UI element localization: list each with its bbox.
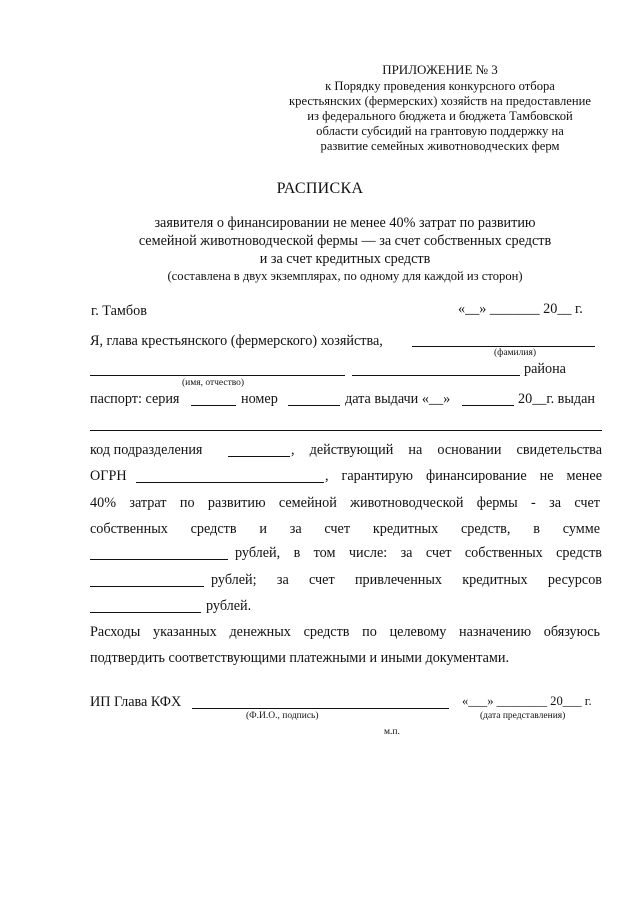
- date-field[interactable]: «__» _______ 20__ г.: [458, 301, 583, 317]
- subtitle-line: семейной животноводческой фермы — за счет собственных средств: [138, 233, 552, 249]
- surname-caption: (фамилия): [494, 348, 536, 358]
- appendix-line: крестьянских (фермерских) хозяйств на предоставление: [289, 94, 591, 108]
- issue-date-label: дата выдачи «__»: [345, 391, 451, 407]
- surname-field[interactable]: [412, 346, 595, 347]
- total-sum-field[interactable]: [90, 559, 228, 560]
- passport-number-field[interactable]: [288, 405, 340, 406]
- place: г. Тамбов: [91, 303, 147, 319]
- appendix-line: из федерального бюджета и бюджета Тамбовской: [307, 109, 573, 123]
- appendix-heading: ПРИЛОЖЕНИЕ № 3: [382, 62, 498, 77]
- body-line: , гарантирую финансирование не менее: [325, 468, 602, 484]
- body-line: , действующий на основании свидетельства: [291, 442, 602, 458]
- body-line: собственных средств и за счет кредитных средств, в сумме: [90, 521, 600, 537]
- issue-month-field[interactable]: [462, 405, 514, 406]
- issued-by-field[interactable]: [90, 430, 602, 431]
- passport-series-field[interactable]: [191, 405, 236, 406]
- appendix-line: области субсидий на грантовую поддержку на: [316, 124, 564, 138]
- issue-year-label: 20__г. выдан: [518, 391, 596, 407]
- signature-label: ИП Глава КФХ: [90, 694, 182, 710]
- division-code-field[interactable]: [228, 456, 290, 457]
- body-line: код подразделения: [90, 442, 203, 458]
- name-caption: (имя, отчество): [182, 378, 245, 388]
- appendix-line: развитие семейных животноводческих ферм: [320, 139, 560, 153]
- body-line: ОГРН: [90, 468, 127, 484]
- credit-funds-field[interactable]: [90, 612, 201, 613]
- submission-date-caption: (дата представления): [480, 711, 566, 721]
- document-title: РАСПИСКА: [276, 180, 364, 197]
- head-label: Я, глава крестьянского (фермерского) хозяйства,: [90, 333, 383, 349]
- appendix-line: к Порядку проведения конкурсного отбора: [325, 79, 555, 93]
- passport-series-label: паспорт: серия: [90, 391, 180, 407]
- passport-number-label: номер: [241, 391, 278, 407]
- district-field[interactable]: [352, 375, 520, 376]
- body-line: рублей; за счет привлеченных кредитных ресурсов: [211, 572, 602, 588]
- body-line: рублей, в том числе: за счет собственных средств: [235, 545, 602, 561]
- district-label: района: [524, 361, 566, 377]
- own-funds-field[interactable]: [90, 586, 204, 587]
- stamp-place: м.п.: [384, 727, 400, 737]
- submission-date-field[interactable]: «___» ________ 20___ г.: [462, 694, 592, 708]
- body-line: рублей.: [206, 598, 252, 614]
- subtitle-line: и за счет кредитных средств: [259, 251, 431, 267]
- subtitle-line: заявителя о финансировании не менее 40% затрат по развитию: [154, 215, 536, 231]
- body-line: Расходы указанных денежных средств по целевому назначению обязуюсь: [90, 624, 600, 640]
- body-line: 40% затрат по развитию семейной животноводческой фермы - за счет: [90, 495, 600, 511]
- body-line: подтвердить соответствующими платежными и иными документами.: [90, 650, 510, 666]
- subtitle-note: (составлена в двух экземплярах, по одному для каждой из сторон): [167, 269, 523, 283]
- name-field[interactable]: [90, 375, 345, 376]
- ogrn-field[interactable]: [136, 482, 324, 483]
- signature-field[interactable]: [192, 708, 449, 709]
- signature-caption: (Ф.И.О., подпись): [246, 711, 319, 721]
